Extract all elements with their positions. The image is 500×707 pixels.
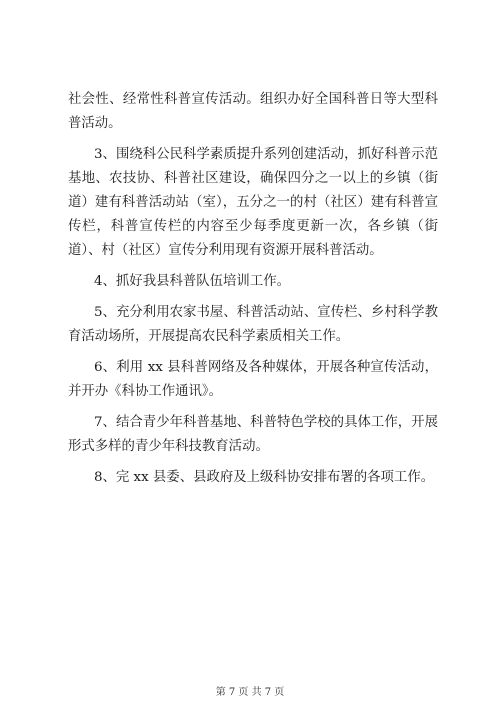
- paragraph-3: 4、抓好我县科普队伍培训工作。: [94, 274, 290, 289]
- paragraph-2: 3、围绕科公民科学素质提升系列创建活动，抓好科普示范基地、农技协、科普社区建设，确保四分之一以上的乡镇（街道）建有科普活动站（室），五分之一的村（社区）建有科普宣传栏，科普宣传栏的内容至少每季度更新一次，各乡镇（街道）、村（社区）宣传分利用现有资源开展科普活动。: [68, 147, 438, 258]
- paragraph-6: 7、结合青少年科普基地、科普特色学校的具体工作，开展形式多样的青少年科技教育活动。: [68, 415, 438, 454]
- paragraph-4: 5、充分利用农家书屋、科普活动站、宣传栏、乡村科学教育活动场所，开展提高农民科学素质相关工作。: [68, 305, 438, 344]
- paragraph-5: 6、利用 xx 县科普网络及各种媒体，开展各种宣传活动，并开办《科协工作通讯》。: [68, 360, 438, 399]
- paragraph-7: 8、完 xx 县委、县政府及上级科协安排布署的各项工作。: [94, 470, 435, 485]
- paragraph-1: 社会性、经常性科普宣传活动。组织办好全国科普日等大型科普活动。: [68, 92, 438, 131]
- page-number-footer: 第 7 页 共 7 页: [215, 687, 285, 698]
- document-body: [68, 88, 438, 497]
